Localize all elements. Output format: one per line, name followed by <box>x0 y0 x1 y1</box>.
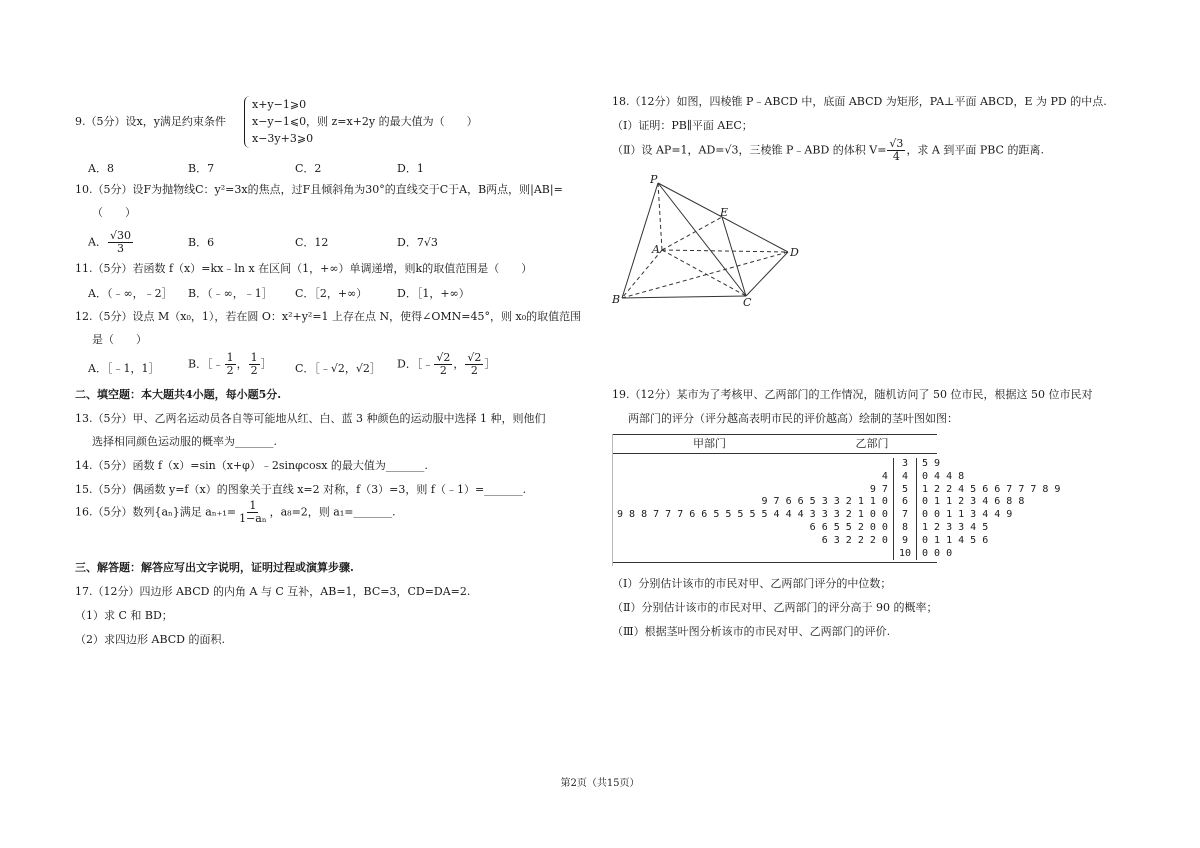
stem: 10 <box>893 548 916 561</box>
header-dept-a: 甲部门 <box>693 437 726 450</box>
q19-line1: 19.（12分）某市为了考核甲、乙两部门的工作情况，随机访问了 50 位市民，根据这 50 位市民对 <box>612 388 1093 401</box>
q12-option-b-sep: ， <box>236 357 248 371</box>
q10-option-c: C．12 <box>295 236 329 249</box>
q17-stem: 17.（12分）四边形 ABCD 的内角 A 与 C 互补，AB=1，BC=3，CD=DA=2. <box>75 585 471 598</box>
q10-option-a-fraction <box>108 230 133 255</box>
leaf-right: 0 1 1 4 5 6 <box>921 534 989 546</box>
q9-constraints <box>252 96 313 147</box>
stem: 5 <box>893 484 916 497</box>
fraction-denominator: 1−aₙ <box>239 512 267 525</box>
q16 <box>75 500 395 525</box>
q18-volume-fraction <box>887 138 905 163</box>
q9-brace <box>244 96 251 148</box>
fraction-numerator: 1 <box>226 351 234 364</box>
q12-option-d <box>397 352 495 377</box>
fraction-denominator: 2 <box>250 364 258 377</box>
label-e: E <box>720 206 729 219</box>
leaf-left: 9 7 <box>869 483 888 495</box>
page-footer: 第2页（共15页） <box>560 778 640 789</box>
label-a: A <box>652 243 660 256</box>
edge-pb <box>622 183 658 298</box>
q10-option-a <box>88 230 134 255</box>
q18-part2 <box>612 138 1044 163</box>
leaf-right: 0 1 1 2 3 4 6 8 8 <box>921 496 1025 508</box>
leaf-left: 6 3 2 2 2 0 <box>821 534 888 546</box>
edge-pa <box>658 183 662 250</box>
q10-line2: （ ） <box>92 206 136 219</box>
edge-pc <box>658 183 746 296</box>
fraction-numerator: √3 <box>889 137 904 150</box>
q19-line2: 两部门的评分（评分越高表明市民的评价越高）绘制的茎叶图如图： <box>628 412 958 425</box>
q9-option-c: C．2 <box>295 162 322 175</box>
leaf-left: 9 8 8 7 7 7 6 6 5 5 5 5 5 4 4 4 3 3 3 2 1 0 0 <box>617 509 888 521</box>
q12-option-d-frac2 <box>465 352 483 377</box>
q9-option-a: A．8 <box>88 162 114 175</box>
stem: 9 <box>893 535 916 548</box>
q18-part2-b: ，求 A 到平面 PBC 的距离. <box>906 143 1044 157</box>
fraction-denominator: 3 <box>116 242 124 255</box>
q15: 15.（5分）偶函数 y=f（x）的图象关于直线 x=2 对称，f（3）=3，则 f（﹣1）=_______. <box>75 483 527 496</box>
leaf-right: 1 2 2 4 5 6 6 7 7 7 8 9 <box>921 483 1061 495</box>
label-p: P <box>650 173 658 186</box>
q11-option-c: C．［2，+∞） <box>295 287 368 300</box>
plot-left-rule <box>612 434 938 566</box>
edge-bc <box>622 296 746 298</box>
leaf-right: 5 9 <box>921 458 941 469</box>
q13-line2: 选择相同颜色运动服的概率为_______. <box>92 435 277 448</box>
q19-part1: （Ⅰ）分别估计该市的市民对甲、乙两部门评分的中位数； <box>612 577 892 590</box>
fraction-denominator: 2 <box>470 364 478 377</box>
q12-line2: 是（ ） <box>92 333 147 346</box>
label-b: B <box>612 293 621 306</box>
stem-leaf-plot <box>612 434 1065 563</box>
q16-stem: 16.（5分）数列{aₙ}满足 aₙ₊₁= <box>75 505 237 519</box>
stem: 7 <box>893 509 916 522</box>
q13-line1: 13.（5分）甲、乙两名运动员各自等可能地从红、白、蓝 3 种颜色的运动服中选择 1 种，则他们 <box>75 412 546 425</box>
stem: 3 <box>893 458 916 471</box>
label-c: C <box>743 296 752 309</box>
leaf-right: 1 2 3 3 4 5 <box>921 521 989 533</box>
edge-ae <box>662 217 722 250</box>
q12-option-b <box>188 352 272 377</box>
fraction-denominator: 2 <box>439 364 447 377</box>
fraction-numerator: √2 <box>467 351 482 364</box>
q16-fraction <box>237 500 269 525</box>
edge-cd <box>746 252 788 296</box>
q19-part2: （Ⅱ）分别估计该市的市民对甲、乙两部门的评分高于 90 的概率； <box>612 601 938 614</box>
leaf-right: 0 0 1 1 3 4 4 9 <box>921 509 1013 521</box>
fraction-numerator: 1 <box>250 351 258 364</box>
q12-option-c: C．［﹣√2，√2］ <box>295 362 381 375</box>
q12-option-b-frac1 <box>225 352 236 377</box>
q12-line1: 12.（5分）设点 M（x₀，1），若在圆 O：x²+y²=1 上存在点 N，使得∠OMN=45°，则 x₀的取值范围 <box>75 310 582 323</box>
leaf-left: 4 <box>881 470 888 482</box>
edge-bd <box>622 252 788 298</box>
q9-constraint-3: x−3y+3⩾0 <box>252 132 314 145</box>
q10-line1: 10.（5分）设F为抛物线C：y²=3x的焦点，过F且倾斜角为30°的直线交于C于A，B两点，则|AB|= <box>75 183 563 196</box>
fraction-numerator: √2 <box>436 351 451 364</box>
q12-option-d-label: D．［﹣ <box>397 357 434 371</box>
q18-part1: （Ⅰ）证明：PB∥平面 AEC； <box>612 119 753 132</box>
leaf-right: 0 0 0 <box>921 547 953 559</box>
stem: 4 <box>893 471 916 484</box>
q9-option-d: D．1 <box>397 162 424 175</box>
fraction-numerator: 1 <box>249 499 257 512</box>
q16-tail: ，a₈=2，则 a₁=_______. <box>269 505 396 519</box>
q14: 14.（5分）函数 f（x）=sin（x+φ）﹣2sinφcosx 的最大值为_______. <box>75 459 428 472</box>
fraction-denominator: 4 <box>892 150 900 163</box>
section-2-heading: 二、填空题：本大题共4小题，每小题5分. <box>75 388 282 401</box>
q18-part2-a: （Ⅱ）设 AP=1，AD=√3，三棱锥 P﹣ABD 的体积 V= <box>612 143 887 157</box>
q9-option-b: B．7 <box>188 162 215 175</box>
q12-option-b-end: ］ <box>260 357 272 371</box>
fraction-denominator: 2 <box>226 364 234 377</box>
fraction-numerator: √30 <box>109 229 131 242</box>
q9-tail: ，则 z=x+2y 的最大值为（ ） <box>306 115 478 128</box>
q19-part3: （Ⅲ）根据茎叶图分析该市的市民对甲、乙两部门的评价. <box>612 625 891 638</box>
q17-part2: （2）求四边形 ABCD 的面积. <box>75 633 225 646</box>
leaf-right: 0 4 4 8 <box>921 470 965 482</box>
q18-stem: 18.（12分）如图，四棱锥 P﹣ABCD 中，底面 ABCD 为矩形，PA⊥平面 ABCD，E 为 PD 的中点. <box>612 95 1107 108</box>
edge-ad <box>662 250 788 252</box>
q11-option-d: D．［1，+∞） <box>397 287 470 300</box>
q10-option-d: D．7√3 <box>397 236 438 249</box>
q12-option-b-label: B．［﹣ <box>188 357 224 371</box>
q11-option-b: B．（﹣∞，﹣1］ <box>188 287 273 300</box>
q17-part1: （1）求 C 和 BD； <box>75 609 173 622</box>
header-dept-b: 乙部门 <box>855 437 889 450</box>
q9-stem: 9.（5分）设x，y满足约束条件 <box>75 115 226 128</box>
stem: 8 <box>893 522 916 535</box>
stem: 6 <box>893 496 916 509</box>
q10-option-b: B．6 <box>188 236 215 249</box>
q12-option-d-end: ］ <box>484 357 496 371</box>
edge-ab <box>622 250 662 298</box>
q12-option-d-frac1 <box>434 352 452 377</box>
edge-ec <box>722 217 746 296</box>
section-3-heading: 三、解答题：解答应写出文字说明，证明过程或演算步骤. <box>75 561 354 574</box>
pyramid-figure <box>600 170 820 310</box>
edge-ac <box>662 250 746 296</box>
q12-option-a: A．［﹣1，1］ <box>88 362 160 375</box>
q9-constraint-1: x+y−1⩾0 <box>252 98 307 111</box>
leaf-left: 9 7 6 6 5 3 3 2 1 1 0 <box>761 496 888 508</box>
q12-option-b-frac2 <box>249 352 260 377</box>
q10-option-a-label: A． <box>88 235 107 249</box>
leaf-left: 6 6 5 5 2 0 0 <box>809 521 888 533</box>
q9-constraint-2: x−y−1⩽0 <box>252 115 307 128</box>
q11-stem: 11.（5分）若函数 f（x）=kx﹣ln x 在区间（1，+∞）单调递增，则k的取值范围是（ ） <box>75 262 533 275</box>
label-d: D <box>790 246 799 259</box>
q11-option-a: A．（﹣∞，﹣2］ <box>88 287 173 300</box>
q12-option-d-sep: ， <box>453 357 465 371</box>
